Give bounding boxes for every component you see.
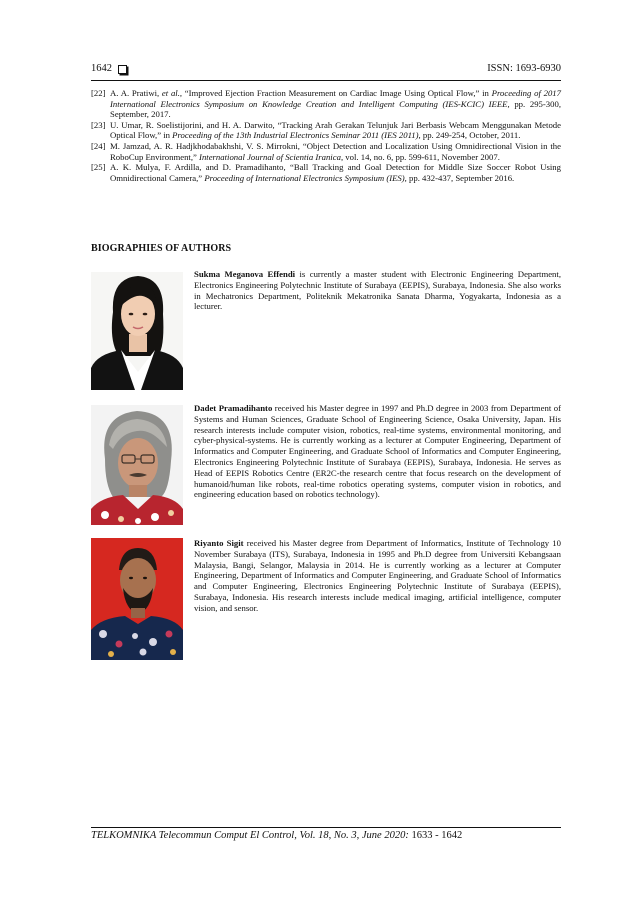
author-photo-pramadihanto (91, 405, 183, 525)
issn-label: ISSN: 1693-6930 (487, 63, 561, 74)
reference-venue: Proceeding of the 13th Industrial Electronics Seminar 2011 (IES 2011) (172, 130, 419, 141)
author-name: Riyanto Sigit (194, 538, 244, 548)
reference-venue: Proceeding of International Electronics Symposium (IES) (204, 172, 405, 183)
page-footer (91, 830, 462, 841)
reference-number: [24] (91, 140, 106, 151)
author-name: Sukma Meganova Effendi (194, 269, 296, 279)
author-description: received his Master degree from Department of Informatics, Institute of Technology 10 November Surabaya (ITS), Surabaya, Indonesia in 1995 and Ph.D degree from Universiti Kebangsaan Malaysia, Bangi, Selangor, Malaysia in 2014. He is currently working as a lecturer at Computer Engineering, Department of Informatics and Computer Engineering, and Graduate School of Informatics and Computer Engineering, Electronics Engineering Polytechnic Institute of Surabaya (EEPIS), Surabaya, Indonesia. His research interests include medical imaging, artificial intelligence, computer vision, and sensor. (194, 538, 561, 613)
reference-list (91, 88, 561, 183)
square-box-icon (118, 65, 127, 74)
author-photo-effendi (91, 272, 183, 390)
reference-item (91, 162, 561, 183)
reference-authors-title: A. K. Mulya, F. Ardilla, and D. Pramadihanto, “Ball Tracking and Goal Detection for Middle Size Soccer Robot Using Omnidirectional Camera,” (110, 162, 561, 183)
author-bio-effendi (194, 269, 561, 312)
reference-number: [23] (91, 119, 106, 130)
reference-details: , pp. 432-437, September 2016. (404, 172, 515, 183)
reference-title: , “Improved Ejection Fraction Measurement on Cardiac Image Using Optical Flow,” in (179, 88, 492, 98)
biographies-heading: BIOGRAPHIES OF AUTHORS (91, 243, 232, 254)
reference-venue: International Journal of Scientia Iranica (199, 151, 341, 162)
page-range: 1633 - 1642 (411, 830, 463, 841)
reference-number: [25] (91, 162, 106, 173)
reference-number: [22] (91, 88, 106, 98)
author-name: Dadet Pramadihanto (194, 403, 273, 413)
author-description: is currently a master student with Electronic Engineering Department, Electronics Engineering Polytechnic Institute of Surabaya (EEPIS), Surabaya, Indonesia. She also works in Mechatronics Department, Politeknik Mekatronika Sanata Dharma, Yogyakarta, Indonesia as a lecturer. (194, 269, 561, 312)
author-bio-sigit (194, 538, 561, 614)
page-number: 1642 (91, 63, 112, 74)
reference-details: , pp. 295-300, September, 2017. (110, 98, 561, 120)
reference-etal: et al. (161, 88, 180, 98)
journal-citation: TELKOMNIKA Telecommun Comput El Control, Vol. 18, No. 3, June 2020: (91, 830, 409, 841)
reference-item (91, 141, 561, 162)
reference-venue: Proceeding of 2017 International Electronics Symposium on Knowledge Creation and Intelligent Computing (IES-KCIC) IEEE (110, 88, 561, 109)
author-photo-sigit (91, 538, 183, 660)
reference-item (91, 120, 561, 141)
reference-details: , vol. 14, no. 6, pp. 599-611, November 2007. (340, 151, 500, 162)
header-divider (91, 80, 561, 81)
reference-authors-title: U. Umar, R. Soelistijorini, and H. A. Darwito, “Tracking Arah Gerakan Telunjuk Jari Berbasis Webcam Menggunakan Metode Optical Flow,” in (110, 119, 561, 141)
author-bio-pramadihanto (194, 403, 561, 500)
reference-details: , pp. 249-254, October, 2011. (418, 130, 521, 141)
reference-item (91, 88, 561, 120)
reference-authors: A. A. Pratiwi, (110, 88, 162, 98)
footer-divider (91, 827, 561, 828)
author-description: received his Master degree in 1997 and Ph.D degree in 2003 from Department of Systems and Human Sciences, Graduate School of Engineering Science, Osaka University, Japan. His research interests include computer vision, robotics, real-time systems, environmental monitoring, and cyber-physical-systems. He is currently working as a lecturer at Computer Engineering, Department of Informatics and Computer Engineering, and Graduate School of Informatics and Computer Engineering, Electronics Engineering Polytechnic Institute of Surabaya (EEPIS), Surabaya, Indonesia. He serves as Head of EEPIS Robotics Centre (ER2C-the research centre that focus research on the development of humanoid/human like robots, real-time robotics operating systems, computer vision in robotics, and engineering education based on robotics technology). (194, 403, 561, 500)
reference-authors-title: M. Jamzad, A. R. Hadjkhodabakhshi, V. S. Mirrokni, “Object Detection and Localization Using Omnidirectional Vision in the RoboCup Environment,” (110, 140, 561, 162)
page-header (91, 63, 561, 77)
